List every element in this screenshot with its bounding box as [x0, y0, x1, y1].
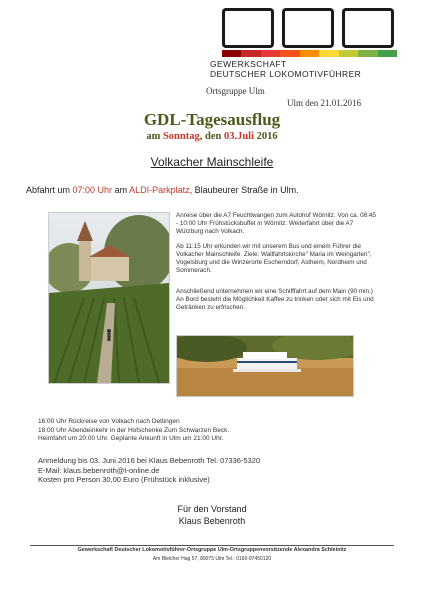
logo-stripe — [222, 50, 241, 57]
footer-divider — [30, 545, 394, 546]
page-title: GDL-Tagesausflug — [143, 110, 281, 129]
logo-stripe — [261, 50, 280, 57]
signature-title: Für den Vorstand — [177, 504, 247, 514]
ortsgruppe: Ortsgruppe Ulm — [206, 86, 265, 96]
logo-letter-d — [282, 8, 334, 48]
return-line-3: Heimfahrt um 20:00 Uhr. Geplante Ankunft in Ulm um 21:00 Uhr. — [38, 435, 224, 443]
return-line-2: 18:00 Uhr Abendeinkehr in der Hofschenke Zum Schwarzen Beck. — [38, 426, 230, 434]
email-line: E-Mail: klaus.bebenroth@t-online.de — [38, 465, 160, 475]
registration-line: Anmeldung bis 03. Juni 2016 bei Klaus Bebenroth Tel. 07336-5320 — [38, 456, 261, 465]
logo-stripes — [222, 50, 397, 57]
footer-org: Gewerkschaft Deutscher Lokomotivführer-Ortsgruppe Ulm-Ortsgruppenvorsitzende Alexandra Schleinitz — [77, 547, 347, 553]
gdl-logo — [222, 8, 397, 56]
program-paragraph-3: Anschließend unternehmen wir eine Schifffahrt auf dem Main (90 min.) An Bord besteht die Möglichkeit Kaffee zu trinken oder sich mit Eis und Getränken zu erfrischen. — [176, 288, 374, 311]
trip-heading: Volkacher Mainschleife — [150, 155, 274, 169]
logo-stripe — [339, 50, 358, 57]
logo-stripe — [378, 50, 397, 57]
logo-letter-l — [342, 8, 394, 48]
org-name-line2: DEUTSCHER LOKOMOTIVFÜHRER — [210, 69, 362, 79]
church-vineyard-photo — [48, 212, 170, 384]
logo-stripe — [358, 50, 377, 57]
event-date: am Sonntag, den 03.Juli 2016 — [146, 131, 278, 142]
logo-stripe — [319, 50, 338, 57]
footer-address: Am Bleicher Hag 57, 89075 Ulm Tel.: 0160-97450120 — [152, 556, 272, 562]
return-line-1: 16:00 Uhr Rückreise von Volkach nach Dettingen — [38, 418, 180, 425]
program-paragraph-2: Ab 11:15 Uhr erkunden wir mit unserem Bus und einem Führer die Volkacher Mainschleife. Ziele: Wallfahrtskirche" Maria im Weingarten", Vogelsburg und die Winzerorte Escherndorf, Astheim, Nordheim und Sommerach. — [176, 243, 372, 274]
departure-info: Abfahrt um 07:00 Uhr am ALDI-Parkplatz, Blaubeurer Straße in Ulm. — [26, 185, 299, 195]
logo-stripe — [241, 50, 260, 57]
logo-stripe — [280, 50, 299, 57]
cost-line: Kosten pro Person 30,00 Euro (Frühstück inklusive) — [38, 475, 210, 485]
logo-stripe — [300, 50, 319, 57]
letter-date: Ulm den 21.01.2016 — [287, 98, 361, 108]
registration-info — [38, 456, 260, 485]
org-name-line1: GEWERKSCHAFT — [210, 59, 287, 69]
logo-letter-g — [222, 8, 274, 48]
program-paragraph-1: Anreise über die A7 Feuchtwangen zum Autohof Wörnitz. Von ca. 08:45 - 10:00 Uhr Frühstücksbuffet in Wörnitz. Weiterfahrt über die A7 Würzburg nach Volkach. — [176, 212, 376, 235]
return-schedule — [38, 418, 398, 444]
river-boat-photo — [176, 335, 354, 397]
signature-name: Klaus Bebenroth — [178, 516, 246, 526]
